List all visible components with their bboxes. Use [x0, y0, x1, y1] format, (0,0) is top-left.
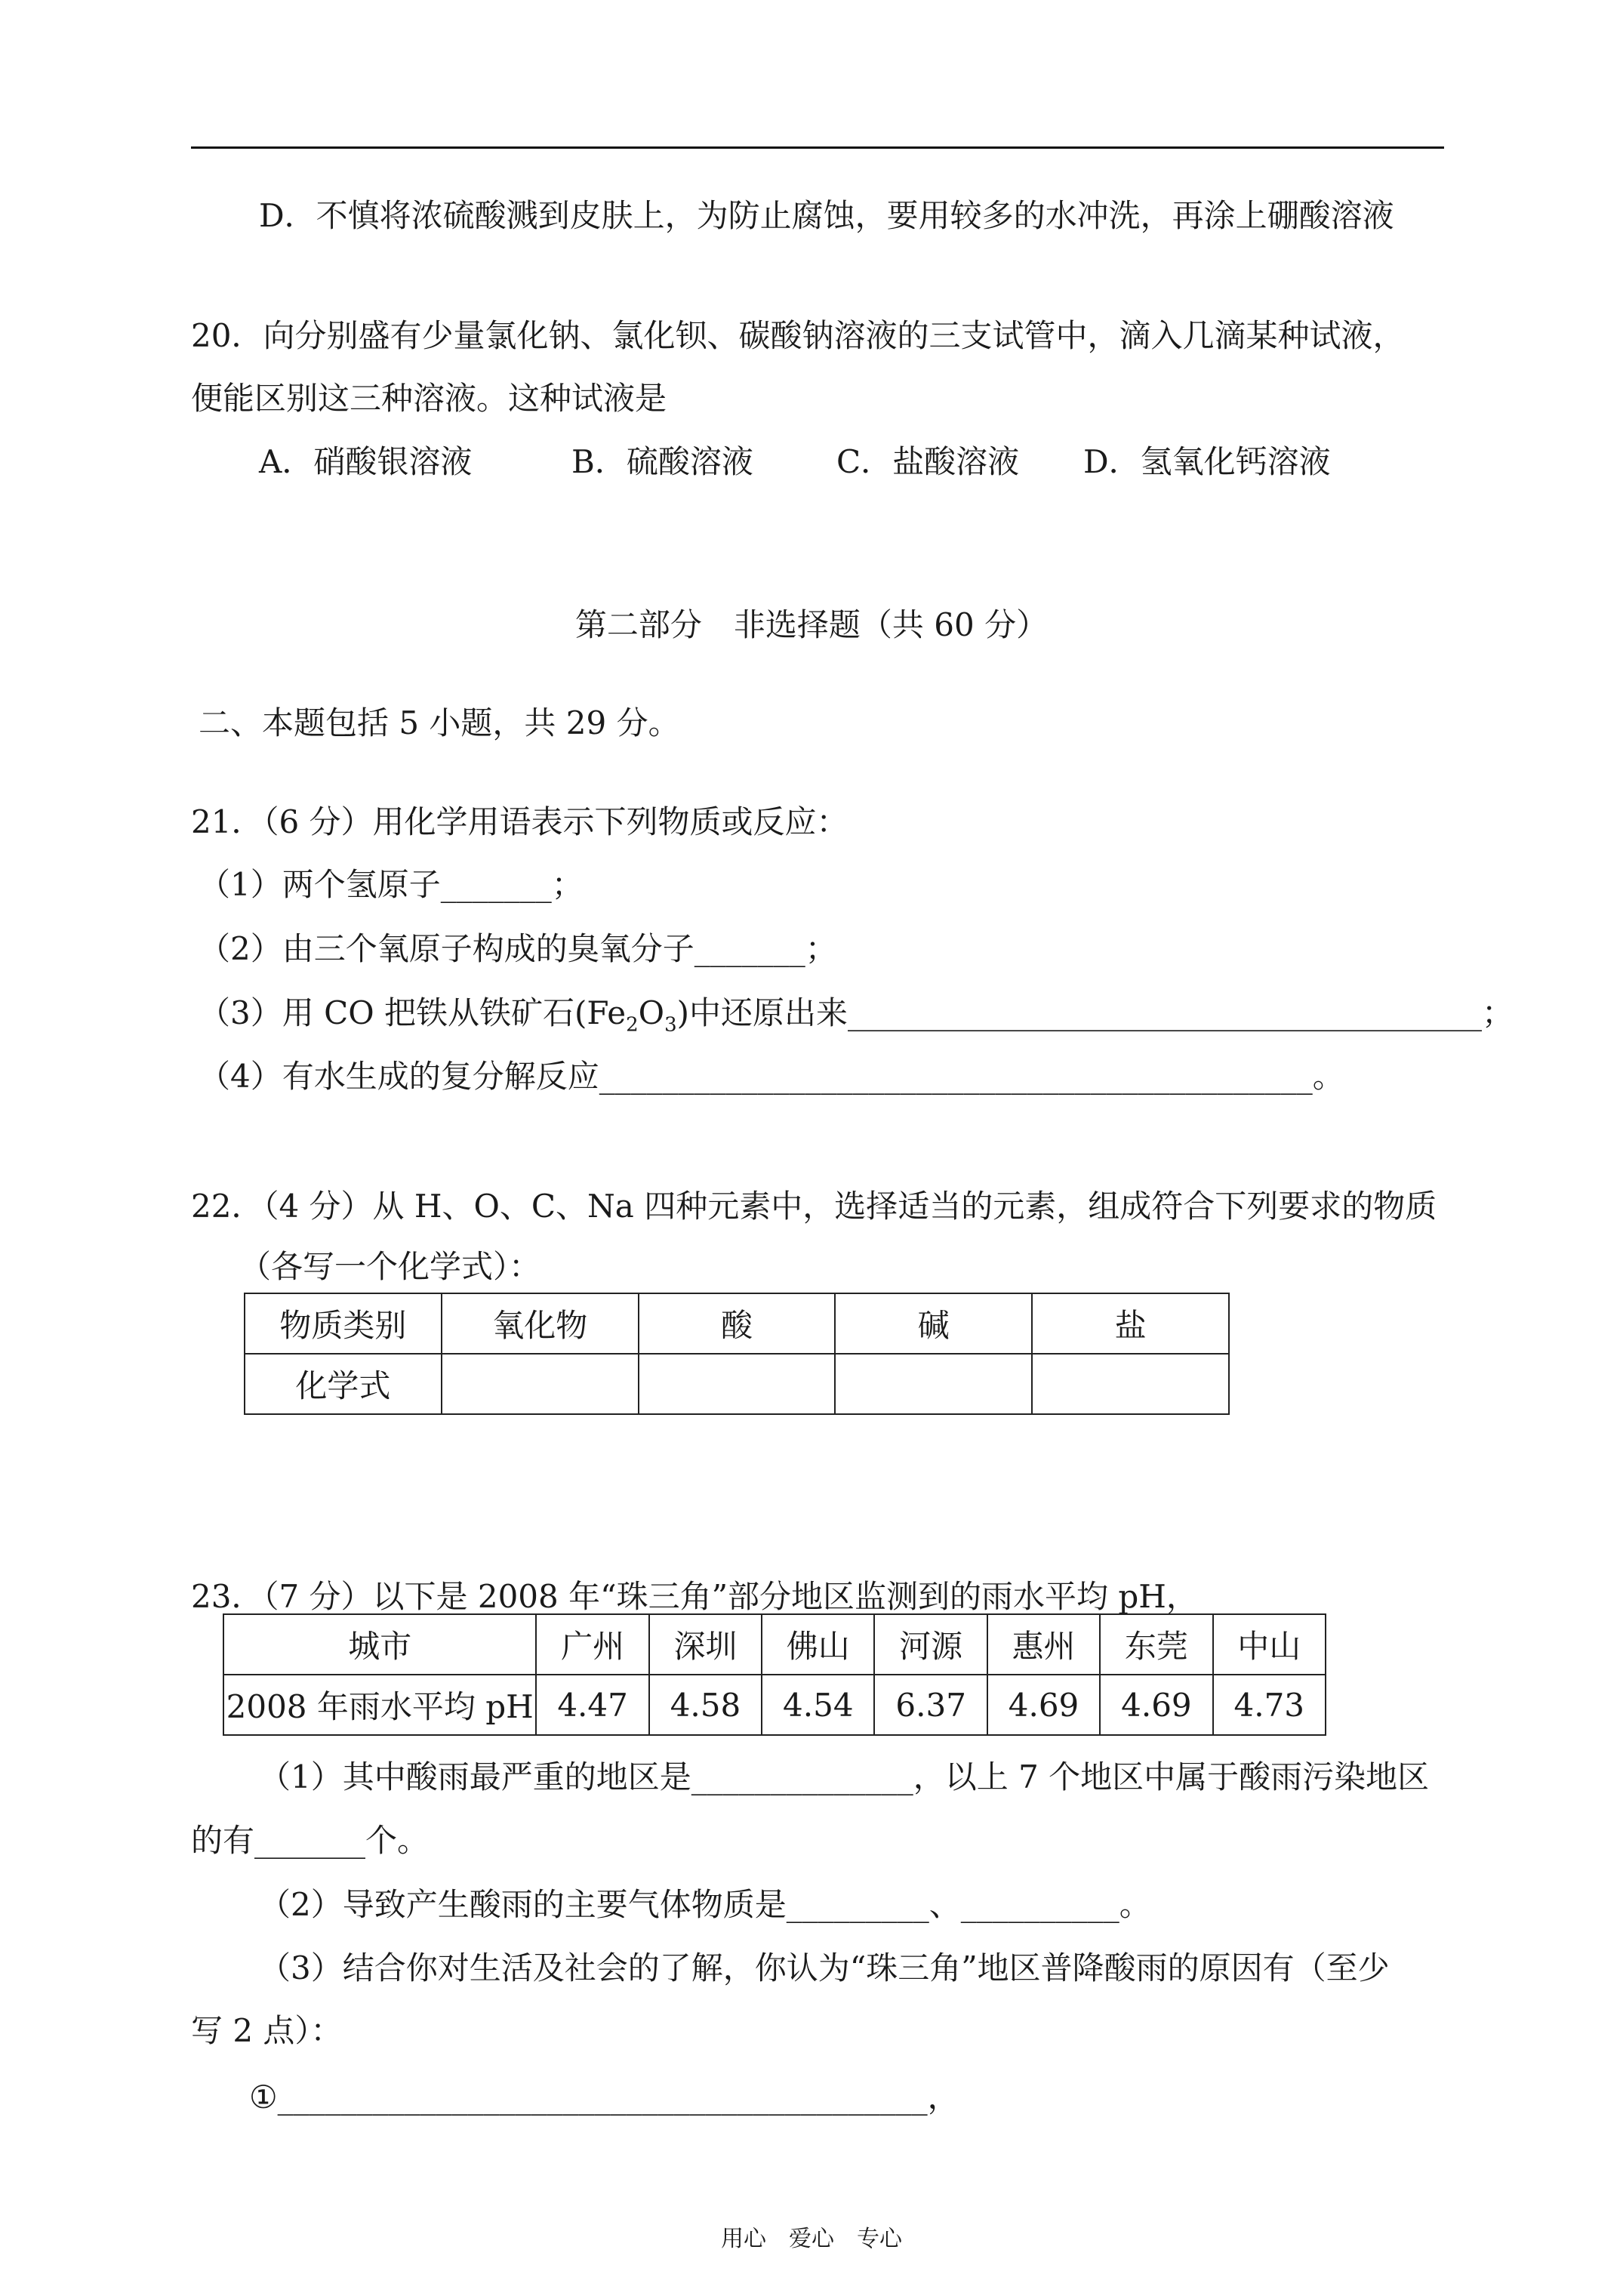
q22-answer-acid[interactable] [639, 1354, 836, 1414]
part2-heading: 第二部分 非选择题（共 60 分） [574, 606, 1049, 643]
q21-part3: （3）用 CO 把铁从铁矿石$(Fe_2O_3)$中还原出来________________________________________； [199, 994, 1514, 1037]
q22-answer-salt[interactable] [1032, 1354, 1229, 1414]
q23-city: 佛山 [762, 1614, 874, 1675]
q23-city: 深圳 [649, 1614, 762, 1675]
q23-ph-value: 4.58 [649, 1675, 762, 1735]
section2-intro: 二、本题包括 5 小题，共 29 分。 [199, 704, 680, 741]
q21-part1: （1）两个氢原子_______； [199, 866, 584, 903]
q23-part1-line1: （1）其中酸雨最严重的地区是______________，以上 7 个地区中属于酸雨污染地区 [259, 1758, 1430, 1795]
q20-option-c: C．盐酸溶液 [836, 443, 1020, 480]
q20-option-a: A．硝酸银溶液 [259, 443, 473, 480]
q22-header-acid: 酸 [639, 1293, 836, 1354]
q21-stem: 21．（6 分）用化学用语表示下列物质或反应： [191, 803, 848, 840]
q23-part3-item1: ①_________________________________________， [249, 2079, 959, 2116]
q22-answer-oxide[interactable] [442, 1354, 639, 1414]
q22-row-label: 化学式 [245, 1354, 442, 1414]
q20-option-b: B．硫酸溶液 [571, 443, 753, 480]
header-rule [191, 146, 1444, 149]
q20-stem-line2: 便能区别这三种溶液。这种试液是 [191, 380, 667, 417]
q23-city: 中山 [1213, 1614, 1326, 1675]
q22-table [244, 1293, 1230, 1415]
q19-option-d: D．不慎将浓硫酸溅到皮肤上，为防止腐蚀，要用较多的水冲洗，再涂上硼酸溶液 [259, 197, 1394, 234]
q23-ph-value: 4.73 [1213, 1675, 1326, 1735]
q22-header-oxide: 氧化物 [442, 1293, 639, 1354]
q22-answer-base[interactable] [835, 1354, 1032, 1414]
q23-ph-value: 6.37 [874, 1675, 987, 1735]
q23-stem: 23．（7 分）以下是 2008 年“珠三角”部分地区监测到的雨水平均 pH， [191, 1578, 1198, 1615]
q23-part3-line2: 写 2 点）： [191, 2012, 343, 2049]
q23-part2: （2）导致产生酸雨的主要气体物质是_________、__________。 [259, 1886, 1151, 1923]
q23-ph-value: 4.54 [762, 1675, 874, 1735]
q23-ph-value: 4.47 [536, 1675, 648, 1735]
q22-header-base: 碱 [835, 1293, 1032, 1354]
q22-header-salt: 盐 [1032, 1293, 1229, 1354]
q23-city: 惠州 [987, 1614, 1100, 1675]
q23-part3-line1: （3）结合你对生活及社会的了解，你认为“珠三角”地区普降酸雨的原因有（至少 [259, 1949, 1390, 1986]
q21-part2: （2）由三个氧原子构成的臭氧分子_______； [199, 930, 837, 967]
q22-stem-line2: （各写一个化学式）： [239, 1248, 541, 1285]
q23-row-label: 2008 年雨水平均 pH [223, 1675, 536, 1735]
q20-stem-line1: 20．向分别盛有少量氯化钠、氯化钡、碳酸钠溶液的三支试管中，滴入几滴某种试液， [191, 317, 1405, 354]
q23-table [223, 1613, 1326, 1736]
q23-city: 广州 [536, 1614, 648, 1675]
q23-header-city: 城市 [223, 1614, 536, 1675]
q23-city: 东莞 [1100, 1614, 1212, 1675]
q23-part1-line2: 的有_______个。 [191, 1822, 430, 1859]
q22-header-category: 物质类别 [245, 1293, 442, 1354]
q22-stem-line1: 22．（4 分）从 H、O、C、Na 四种元素中，选择适当的元素，组成符合下列要求的物质 [191, 1188, 1437, 1225]
q23-ph-value: 4.69 [987, 1675, 1100, 1735]
q23-city: 河源 [874, 1614, 987, 1675]
page-footer: 用心 爱心 专心 [721, 2226, 902, 2252]
q20-option-d: D．氢氧化钙溶液 [1083, 443, 1331, 480]
q23-ph-value: 4.69 [1100, 1675, 1212, 1735]
q21-part4: （4）有水生成的复分解反应_____________________________________________。 [199, 1058, 1344, 1095]
